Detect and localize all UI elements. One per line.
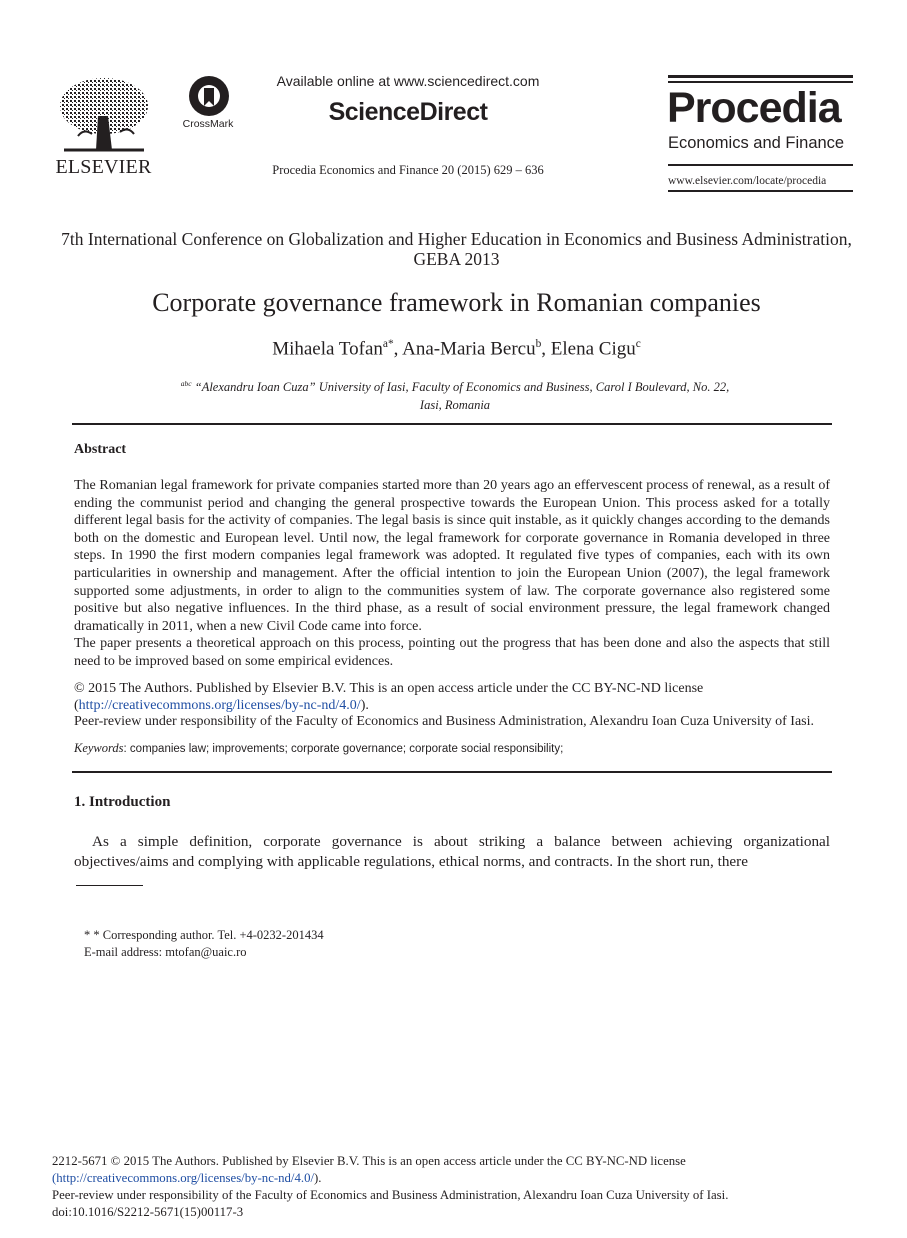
issn-copyright-line: 2212-5671 © 2015 The Authors. Published by Elsevier B.V. This is an open access article under the CC BY-NC-ND license: [52, 1154, 686, 1168]
procedia-logo-title: Procedia: [667, 84, 841, 132]
section-heading: 1. Introduction: [74, 794, 171, 810]
elsevier-wordmark: ELSEVIER: [55, 156, 152, 178]
procedia-rule-top: [668, 75, 853, 78]
license-link-line: [74, 698, 830, 715]
email-address: E-mail address: mtofan@uaic.ro: [84, 945, 247, 959]
abstract-heading: Abstract: [74, 442, 127, 457]
doi[interactable]: doi:10.1016/S2212-5671(15)00117-3: [52, 1205, 244, 1219]
abstract-body: [74, 477, 830, 671]
affiliation-city: Iasi, Romania: [419, 398, 491, 413]
author-affiliation-mark: c: [635, 338, 641, 350]
footnote: [84, 927, 324, 961]
procedia-rule-middle: [668, 164, 853, 166]
peer-review-line: Peer-review under responsibility of the Faculty of Economics and Business Administration, Alexandru Ioan Cuza University of Iasi.: [74, 714, 815, 730]
paren-open: (: [74, 697, 79, 713]
author-affiliation-mark: a*: [382, 338, 394, 350]
abstract-paragraph: The Romanian legal framework for private companies started more than 20 years ago an effervescent process of renewal, as a result of ending the communist period and changing the general prospective towards the European Union. This process asked for a totally different legal basis for the activity of companies. The legal basis is since quit instable, as it quickly changes according to the demands both on the domestic and European level. Until now, the legal framework for corporate governance in Romania developed in three steps. In 1990 the first modern companies legal framework was adopted. It regulated five types of companies, each with its own particularities in ownership and management. After the official intention to join the European Union (2007), the legal framework supported some adjustments, in order to align to the communities system of law. The corporate governance also registered some positive but also negative influences. In the third phase, as a result of social environment pressure, the legal framework changed dramatically in 2011, when a new Civil Code came into force.: [74, 478, 830, 634]
author-name: Mihaela Tofan: [272, 338, 383, 360]
procedia-rule-top-thin: [668, 81, 853, 83]
abstract-paragraph: The paper presents a theoretical approach on this process, pointing out the progress that has been done and also the aspects that still need to be improved based on some empirical evidences.: [74, 636, 830, 669]
journal-url[interactable]: www.elsevier.com/locate/procedia: [668, 175, 827, 187]
elsevier-tree-logo: [58, 76, 150, 154]
paren-close: ).: [314, 1171, 322, 1185]
license-block: [74, 681, 830, 731]
paper-title: Corporate governance framework in Romanian companies: [152, 288, 761, 317]
author-separator: ,: [393, 338, 403, 360]
bottom-license-link[interactable]: (http://creativecommons.org/licenses/by-nc-nd/4.0/: [52, 1171, 315, 1185]
journal-reference: Procedia Economics and Finance 20 (2015) 629 – 636: [272, 163, 544, 177]
author-affiliation-mark: b: [535, 338, 542, 350]
affiliation: [130, 375, 780, 414]
author-name: Ana-Maria Bercu: [402, 338, 536, 360]
bottom-license-link-line: [52, 1170, 842, 1187]
keywords-text: : companies law; improvements; corporate governance; corporate social responsibility;: [123, 743, 564, 755]
author-list: [60, 338, 853, 360]
introduction-paragraph: As a simple definition, corporate governance is about striking a balance between achieving organizational objectives/aims and complying with applicable regulations, ethical norms, and contracts. In the short run, there: [74, 833, 830, 870]
procedia-logo-subtitle: Economics and Finance: [668, 134, 845, 152]
bottom-license-block: [52, 1153, 842, 1221]
author-name: Elena Cigu: [550, 338, 636, 360]
affiliation-mark: abc: [180, 379, 192, 388]
copyright-line: © 2015 The Authors. Published by Elsevier B.V. This is an open access article under the CC BY-NC-ND license: [74, 681, 704, 696]
crossmark-label: CrossMark: [182, 118, 234, 130]
keywords-label: Keywords: [74, 741, 124, 755]
abstract-top-rule: [72, 423, 832, 425]
bottom-peer-review-line: Peer-review under responsibility of the Faculty of Economics and Business Administration, Alexandru Ioan Cuza University of Iasi.: [52, 1188, 729, 1202]
author-separator: ,: [541, 338, 551, 360]
paren-close: ).: [360, 697, 369, 713]
abstract-bottom-rule: [72, 771, 832, 773]
affiliation-text: “Alexandru Ioan Cuza” University of Iasi, Faculty of Economics and Business, Carol I Boulevard, No. 22,: [191, 380, 730, 395]
footnote-rule: [76, 885, 143, 886]
license-link[interactable]: http://creativecommons.org/licenses/by-nc-nd/4.0/: [78, 697, 361, 713]
procedia-rule-bottom: [668, 190, 853, 192]
available-online-text: Available online at www.sciencedirect.com: [276, 73, 540, 89]
corresponding-author-note: * * Corresponding author. Tel. +4-0232-201434: [84, 928, 324, 942]
conference-name: 7th International Conference on Globalization and Higher Education in Economics and Business Administration, GEBA 2013: [61, 229, 852, 269]
sciencedirect-wordmark: ScienceDirect: [328, 98, 488, 126]
keywords-line: [74, 741, 830, 756]
